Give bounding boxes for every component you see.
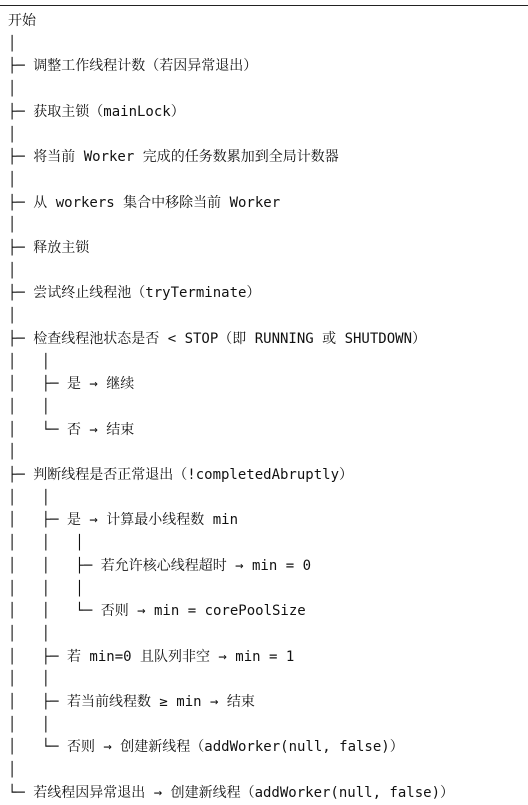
tree-line: │ │ <box>8 671 51 688</box>
tree-line: │ ├─ 若当前线程数 ≥ min → 结束 <box>8 694 255 710</box>
tree-line: │ <box>8 126 17 143</box>
tree-line: │ ├─ 是 → 继续 <box>8 376 135 393</box>
tree-line: 开始 <box>8 13 36 29</box>
tree-line: ├─ 将当前 Worker 完成的任务数累加到全局计数器 <box>8 149 339 166</box>
tree-line: │ │ <box>8 489 51 506</box>
tree-line: │ <box>8 762 17 779</box>
tree-line: │ └─ 否 → 结束 <box>8 421 135 438</box>
tree-line: │ <box>8 81 17 98</box>
tree-line: │ │ │ <box>8 580 84 597</box>
tree-line: │ │ <box>8 625 51 642</box>
tree-line: │ <box>8 171 17 188</box>
tree-line: │ │ ├─ 若允许核心线程超时 → min = 0 <box>8 557 312 574</box>
tree-line: │ ├─ 若 min=0 且队列非空 → min = 1 <box>8 648 295 665</box>
tree-line: │ <box>8 262 17 279</box>
tree-line: ├─ 从 workers 集合中移除当前 Worker <box>8 194 281 211</box>
tree-line: ├─ 检查线程池状态是否 < STOP（即 RUNNING 或 SHUTDOWN） <box>8 330 427 347</box>
top-rule <box>0 5 528 6</box>
tree-line: │ <box>8 35 17 52</box>
tree-line: └─ 若线程因异常退出 → 创建新线程（addWorker(null, false)） <box>8 784 455 801</box>
tree-line: │ │ │ <box>8 535 84 552</box>
tree-line: │ <box>8 217 17 234</box>
tree-line: ├─ 获取主锁（mainLock） <box>8 103 185 120</box>
tree-line: │ │ <box>8 353 51 370</box>
tree-line: │ │ └─ 否则 → min = corePoolSize <box>8 603 306 620</box>
tree-line: │ │ <box>8 716 51 733</box>
tree-line: │ <box>8 308 17 325</box>
tree-line: │ ├─ 是 → 计算最小线程数 min <box>8 512 239 529</box>
tree-line: │ │ <box>8 398 51 415</box>
tree-line: │ <box>8 444 17 461</box>
tree-line: ├─ 判断线程是否正常退出（!completedAbruptly） <box>8 467 354 483</box>
tree-line: ├─ 调整工作线程计数（若因异常退出） <box>8 58 258 75</box>
tree-line: │ └─ 否则 → 创建新线程（addWorker(null, false)） <box>8 739 404 756</box>
tree-line: ├─ 释放主锁 <box>8 240 90 256</box>
tree-line: ├─ 尝试终止线程池（tryTerminate） <box>8 285 261 302</box>
